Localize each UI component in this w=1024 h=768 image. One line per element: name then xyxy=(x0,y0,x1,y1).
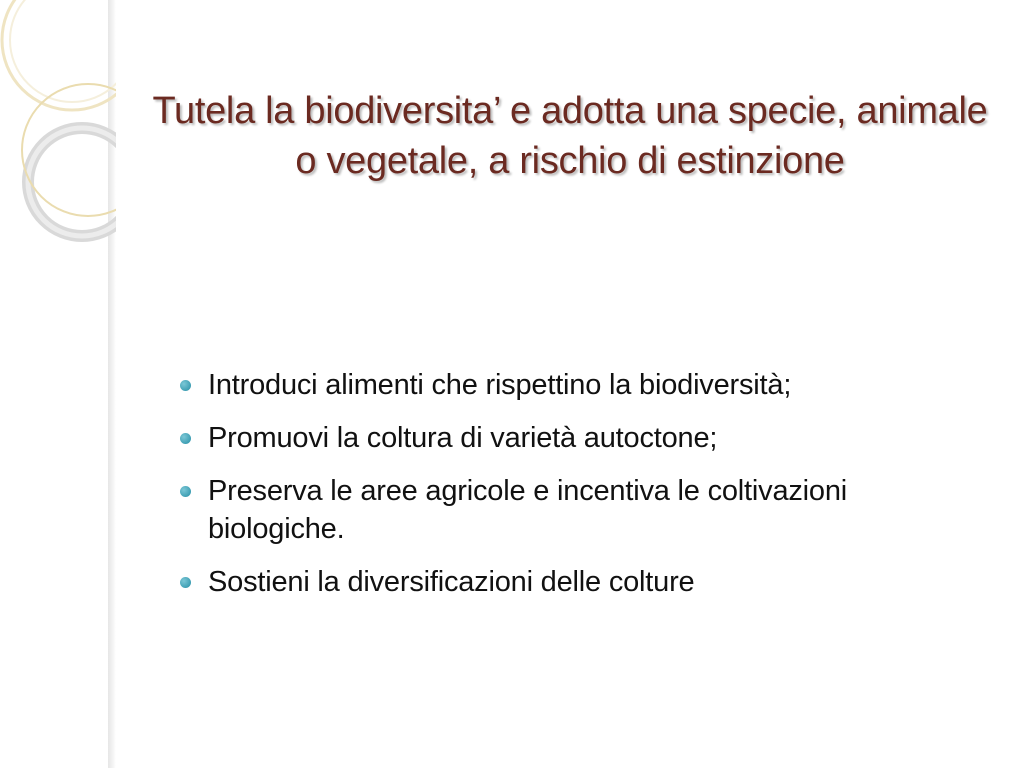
bullet-list xyxy=(178,366,988,616)
slide-title: Tutela la biodiversita’ e adotta una specie, animale o vegetale, a rischio di estinzione xyxy=(152,90,988,182)
decorative-rings-icon xyxy=(0,0,116,300)
bullet-text: Introduci alimenti che rispettino la biodiversità; xyxy=(208,369,792,401)
bullet-item xyxy=(178,563,988,601)
gold-ring-outer xyxy=(2,0,116,110)
gold-ring-inner xyxy=(10,0,116,102)
bullet-item xyxy=(178,419,988,457)
bullet-text: Preserva le aree agricole e incentiva le coltivazioni biologiche. xyxy=(208,475,848,545)
gray-ring-highlight xyxy=(28,128,116,236)
bullet-text: Sostieni la diversificazioni delle colture xyxy=(208,566,695,598)
round-dot-icon xyxy=(180,433,191,444)
bullet-text: Promuovi la coltura di varietà autoctone; xyxy=(208,422,718,454)
round-dot-icon xyxy=(180,577,191,588)
bullet-item xyxy=(178,472,988,548)
round-dot-icon xyxy=(180,486,191,497)
bullet-item xyxy=(178,366,988,404)
round-dot-icon xyxy=(180,380,191,391)
